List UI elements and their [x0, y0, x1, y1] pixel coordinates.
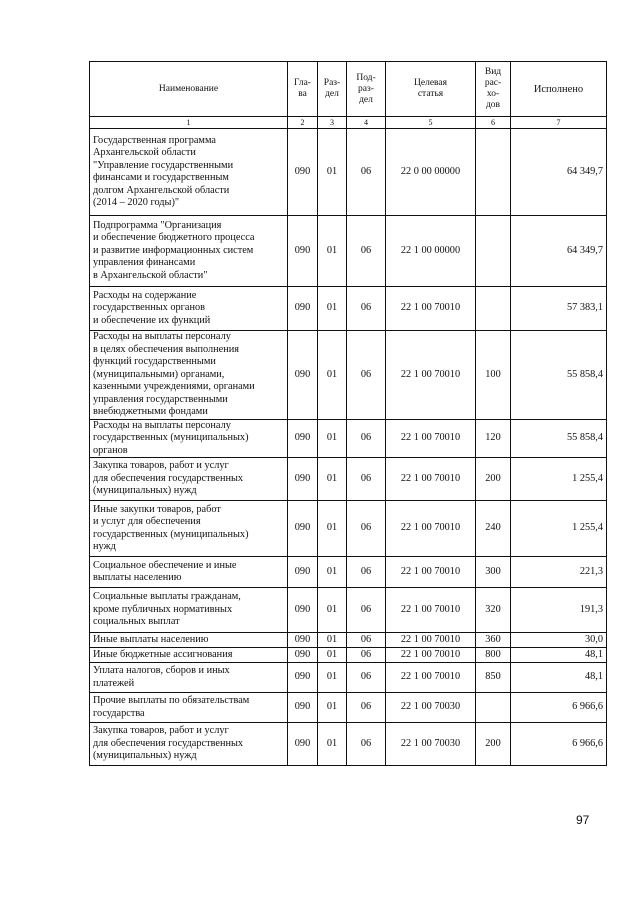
row-section: 01 — [318, 723, 347, 766]
row-section: 01 — [318, 458, 347, 501]
row-name: Уплата налогов, сборов и иных платежей — [90, 663, 288, 693]
table-row — [90, 287, 607, 331]
row-target: 22 1 00 70010 — [386, 458, 476, 501]
row-chapter: 090 — [288, 331, 318, 420]
header-section — [318, 62, 347, 117]
row-expense-type: 200 — [476, 723, 511, 766]
row-subsection: 06 — [347, 458, 386, 501]
header-executed — [511, 62, 607, 117]
row-target: 22 1 00 70010 — [386, 501, 476, 557]
header-name-label: Наименование — [158, 83, 219, 94]
row-executed: 221,3 — [511, 557, 607, 588]
table-row — [90, 419, 607, 458]
header-target-label: Целевая статья — [414, 78, 447, 99]
row-expense-type: 100 — [476, 331, 511, 420]
column-number: 5 — [386, 117, 476, 129]
row-section: 01 — [318, 331, 347, 420]
row-expense-type: 800 — [476, 648, 511, 663]
row-chapter: 090 — [288, 287, 318, 331]
row-name: Иные бюджетные ассигнования — [90, 648, 288, 663]
row-subsection: 06 — [347, 216, 386, 287]
row-section: 01 — [318, 129, 347, 216]
column-number: 6 — [476, 117, 511, 129]
table-row — [90, 588, 607, 633]
row-expense-type — [476, 287, 511, 331]
row-target: 22 1 00 70030 — [386, 723, 476, 766]
header-name — [90, 62, 288, 117]
column-number: 1 — [90, 117, 288, 129]
row-target: 22 1 00 70010 — [386, 557, 476, 588]
row-chapter: 090 — [288, 633, 318, 648]
header-expense-type — [476, 62, 511, 117]
row-executed: 48,1 — [511, 663, 607, 693]
row-expense-type: 360 — [476, 633, 511, 648]
table-row — [90, 648, 607, 663]
row-executed: 64 349,7 — [511, 129, 607, 216]
row-chapter: 090 — [288, 648, 318, 663]
row-chapter: 090 — [288, 419, 318, 458]
row-executed: 1 255,4 — [511, 458, 607, 501]
row-expense-type: 300 — [476, 557, 511, 588]
header-section-label: Раз- дел — [323, 78, 341, 99]
row-chapter: 090 — [288, 693, 318, 723]
row-section: 01 — [318, 648, 347, 663]
header-executed-label: Исполнено — [533, 83, 584, 95]
column-number: 3 — [318, 117, 347, 129]
row-section: 01 — [318, 419, 347, 458]
row-target: 22 1 00 70010 — [386, 648, 476, 663]
row-section: 01 — [318, 633, 347, 648]
row-subsection: 06 — [347, 648, 386, 663]
row-name: Государственная программа Архангельской области "Управление государственными финансами и государственным долгом Архангельской области (2014 – 2020 годы)" — [90, 129, 288, 216]
row-section: 01 — [318, 663, 347, 693]
table-row — [90, 331, 607, 420]
row-executed: 57 383,1 — [511, 287, 607, 331]
row-name: Закупка товаров, работ и услуг для обеспечения государственных (муниципальных) нужд — [90, 723, 288, 766]
row-section: 01 — [318, 557, 347, 588]
row-section: 01 — [318, 693, 347, 723]
row-expense-type: 200 — [476, 458, 511, 501]
row-target: 22 1 00 00000 — [386, 216, 476, 287]
row-executed: 6 966,6 — [511, 693, 607, 723]
row-name: Расходы на выплаты персоналу в целях обеспечения выполнения функций государственными (муниципальными) органами, казенными учреждениями, органами управления государственными внебюджетными фондами — [90, 331, 288, 420]
table-row — [90, 723, 607, 766]
row-expense-type: 850 — [476, 663, 511, 693]
column-number: 4 — [347, 117, 386, 129]
row-chapter: 090 — [288, 557, 318, 588]
row-section: 01 — [318, 287, 347, 331]
header-target — [386, 62, 476, 117]
row-target: 22 0 00 00000 — [386, 129, 476, 216]
row-executed: 1 255,4 — [511, 501, 607, 557]
row-expense-type: 320 — [476, 588, 511, 633]
row-subsection: 06 — [347, 588, 386, 633]
column-number: 7 — [511, 117, 607, 129]
row-expense-type — [476, 129, 511, 216]
table-row — [90, 216, 607, 287]
row-chapter: 090 — [288, 723, 318, 766]
row-expense-type: 120 — [476, 419, 511, 458]
row-subsection: 06 — [347, 557, 386, 588]
header-row — [90, 62, 607, 117]
row-subsection: 06 — [347, 663, 386, 693]
row-name: Социальные выплаты гражданам, кроме публичных нормативных социальных выплат — [90, 588, 288, 633]
header-chapter-label: Гла- ва — [294, 78, 311, 99]
row-executed: 64 349,7 — [511, 216, 607, 287]
row-subsection: 06 — [347, 287, 386, 331]
header-expense-type-label: Вид рас- хо- дов — [484, 67, 502, 110]
row-name: Иные закупки товаров, работ и услуг для обеспечения государственных (муниципальных) нужд — [90, 501, 288, 557]
header-subsection — [347, 62, 386, 117]
row-executed: 55 858,4 — [511, 331, 607, 420]
row-section: 01 — [318, 501, 347, 557]
row-target: 22 1 00 70030 — [386, 693, 476, 723]
row-subsection: 06 — [347, 419, 386, 458]
row-target: 22 1 00 70010 — [386, 663, 476, 693]
row-name: Расходы на содержание государственных органов и обеспечение их функций — [90, 287, 288, 331]
table-row — [90, 501, 607, 557]
row-executed: 48,1 — [511, 648, 607, 663]
table-row — [90, 663, 607, 693]
row-executed: 191,3 — [511, 588, 607, 633]
table-row — [90, 557, 607, 588]
budget-table — [89, 61, 607, 766]
row-expense-type — [476, 693, 511, 723]
table-row — [90, 458, 607, 501]
row-name: Расходы на выплаты персоналу государственных (муниципальных) органов — [90, 419, 288, 458]
page-number: 97 — [576, 813, 590, 827]
header-chapter — [288, 62, 318, 117]
row-chapter: 090 — [288, 458, 318, 501]
row-name: Закупка товаров, работ и услуг для обеспечения государственных (муниципальных) нужд — [90, 458, 288, 501]
column-number-row — [90, 117, 607, 129]
row-name: Подпрограмма "Организация и обеспечение бюджетного процесса и развитие информационных систем управления финансами в Архангельской области" — [90, 216, 288, 287]
row-target: 22 1 00 70010 — [386, 287, 476, 331]
row-subsection: 06 — [347, 693, 386, 723]
table-row — [90, 693, 607, 723]
row-name: Иные выплаты населению — [90, 633, 288, 648]
row-chapter: 090 — [288, 501, 318, 557]
row-expense-type — [476, 216, 511, 287]
row-expense-type: 240 — [476, 501, 511, 557]
row-chapter: 090 — [288, 129, 318, 216]
row-executed: 30,0 — [511, 633, 607, 648]
row-name: Прочие выплаты по обязательствам государства — [90, 693, 288, 723]
row-section: 01 — [318, 216, 347, 287]
row-subsection: 06 — [347, 129, 386, 216]
row-section: 01 — [318, 588, 347, 633]
row-executed: 55 858,4 — [511, 419, 607, 458]
row-target: 22 1 00 70010 — [386, 331, 476, 420]
row-chapter: 090 — [288, 663, 318, 693]
row-subsection: 06 — [347, 501, 386, 557]
row-target: 22 1 00 70010 — [386, 633, 476, 648]
row-subsection: 06 — [347, 633, 386, 648]
row-chapter: 090 — [288, 216, 318, 287]
header-subsection-label: Под- раз- дел — [356, 72, 376, 105]
row-subsection: 06 — [347, 723, 386, 766]
row-name: Социальное обеспечение и иные выплаты населению — [90, 557, 288, 588]
column-number: 2 — [288, 117, 318, 129]
table-row — [90, 633, 607, 648]
row-executed: 6 966,6 — [511, 723, 607, 766]
row-target: 22 1 00 70010 — [386, 419, 476, 458]
row-chapter: 090 — [288, 588, 318, 633]
table-row — [90, 129, 607, 216]
row-target: 22 1 00 70010 — [386, 588, 476, 633]
row-subsection: 06 — [347, 331, 386, 420]
